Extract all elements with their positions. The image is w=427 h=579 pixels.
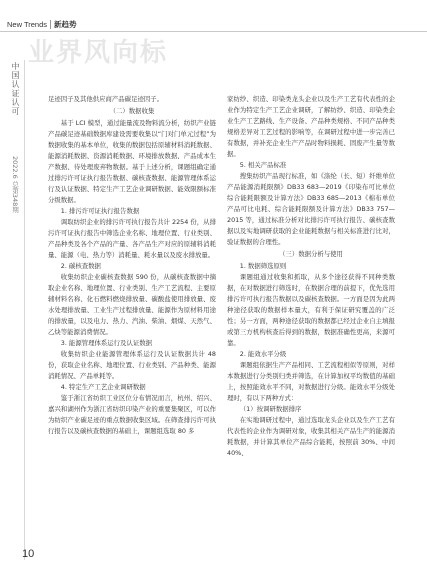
section-tag-en: New Trends xyxy=(4,20,51,29)
subsection-heading: 2. 碳核查数据 xyxy=(60,262,101,270)
page-number: 10 xyxy=(22,548,35,560)
paragraph-continuation: 足迹因子及其他供应商产品碳足迹因子。 xyxy=(48,95,164,103)
section-tag-zh: 新趋势 xyxy=(54,19,77,29)
subsection-heading: 1. 数据筛选原则 xyxy=(239,262,287,270)
body-paragraph: 搜集纺织产品现行标准，如《涤纶（长、短）纤维单位产品能源消耗限额》DB33 683—2019《印染布可比单位综合能耗限额及计算方法》DB33 685—2013《棉布单位产品可比电耗、综合能耗限额及计算方法》DB33 757—2015 等，通过标准分析对比排污许可执行报告、碳核查数据以及实地调研获取的企业能耗数据与相关标准进行比对，验证数据的合理性。 xyxy=(227,172,395,246)
body-paragraph: 在实地调研过程中，通过选取龙头企业以及生产工艺有代表性的企业作为调研对象，收集其相关产品生产的能源消耗数据，并计算其单位产品综合能耗，按照前 30%、中间 40%、 xyxy=(227,416,395,457)
section-heading: （二）数据收集 xyxy=(109,107,155,115)
body-paragraph: 基于 LCI 模型，通过能量流及物料流分析，纺织产业链产品碳足迹基础数据库建设需要收集以“门对门单元过程”为数据收集的基本单位，收集的数据包括原辅材料消耗数据、能源消耗数据、资源消耗数据、环境排放数据、产品成本生产数据、待处理废弃物数据。基于上述分析，课题组确定通过排污许可证执行报告数据、碳核查数据、能源管理体系运行及认证数据、特定生产工艺企业调研数据、能效限额标准分级数据。 xyxy=(48,119,216,204)
page-header xyxy=(0,0,427,68)
right-column xyxy=(227,94,395,459)
subsection-heading: 5. 相关产品标准 xyxy=(239,161,287,169)
section-banner: 业界风向标 xyxy=(28,38,169,68)
body-paragraph: 收集纺织企业能源管理体系运行及认证数据共计 48 份，获取企业名称、地理位置、行业类别、产品种类、能源消耗情况、产品单耗等。 xyxy=(48,350,216,380)
body-paragraph: 调取纺织企业的排污许可执行报告共计 2254 份，从排污许可证执行报告中筛选企业名称、地理位置、行业类别、产品种类及各个产品的产量、各产品生产对应的原辅料消耗量、能源（电、热力等）消耗量、耗水量以及废水排放量。 xyxy=(48,218,216,259)
magazine-name: 中国认证认可 xyxy=(11,62,20,116)
issue-info: 2022.6 总第348期 xyxy=(11,156,19,213)
body-paragraph: 课题组依据生产产品相同、工艺流程相似等原则，对样本数据进行分类别归类并筛选，在计算加权平均数值的基础上，按照能效水平不同，对数据进行分级。能效水平分级处理时，有以下两种方式： xyxy=(227,361,395,402)
subsection-heading: 2. 能效水平分级 xyxy=(239,350,287,358)
body-paragraph: 收集纺织企业碳核查数据 590 份，从碳核查数据中摘取企业名称、地理位置、行业类别、生产工艺流程、主要原辅材料名称、化石燃料燃烧排放量、碳酸盐使用排放量、废水处理排放量、工业生产过程排放量、能源作为原材料用途的排放量，以及电力、热力、汽油、柴油、烟煤、天然气、乙炔等能源消费情况。 xyxy=(48,273,216,336)
sidebar-divider xyxy=(24,60,25,560)
paragraph-continuation: 家纺纱、织造、印染类龙头企业以及生产工艺有代表性的企业作为特定生产工艺企业调研，了解纺纱、织造、印染类企业生产工艺路线、生产设备、产品种类规格、不同产品种类规格差异对工艺过程的影响等，在调研过程中进一步完善已有数据，并补充企业生产产品时物料损耗、固废产生量等数据。 xyxy=(227,95,395,158)
subsection-heading: 3. 能源管理体系运行及认证数据 xyxy=(60,339,153,347)
left-column xyxy=(48,94,216,437)
subsection-heading: 1. 排污许可证执行报告数据 xyxy=(60,207,140,215)
subsection-heading: 4. 特定生产工艺企业调研数据 xyxy=(60,383,146,391)
body-paragraph: 鉴于浙江省纺织工业区位分布情况而言，杭州、绍兴、嘉兴和湖州作为浙江省纺织印染产业的重要集聚区，可以作为纺织产业碳足迹的重点数据收集区域。在筛查排污许可执行报告以及碳核查数据的基础上，课题组选取 80 多 xyxy=(48,394,216,435)
subsection-heading: （1）按调研数据排序 xyxy=(239,405,302,413)
body-paragraph: 课题组通过收集和抓取，从多个途径获得不同种类数据，在对数据进行筛选时，在数据合理的前提下，优先选用排污许可执行报告数据以及碳核查数据。一方面是因为此两种途径获取的数据样本量大，有利于保证研究覆盖的广泛性；另一方面，两种途径获取的数据都已经过企业自主填报或第三方机构核查后得到的数据，数据准确性更高，来源可靠。 xyxy=(227,273,395,347)
section-heading: （三）数据分析与使用 xyxy=(279,250,343,258)
section-tag xyxy=(4,18,77,30)
